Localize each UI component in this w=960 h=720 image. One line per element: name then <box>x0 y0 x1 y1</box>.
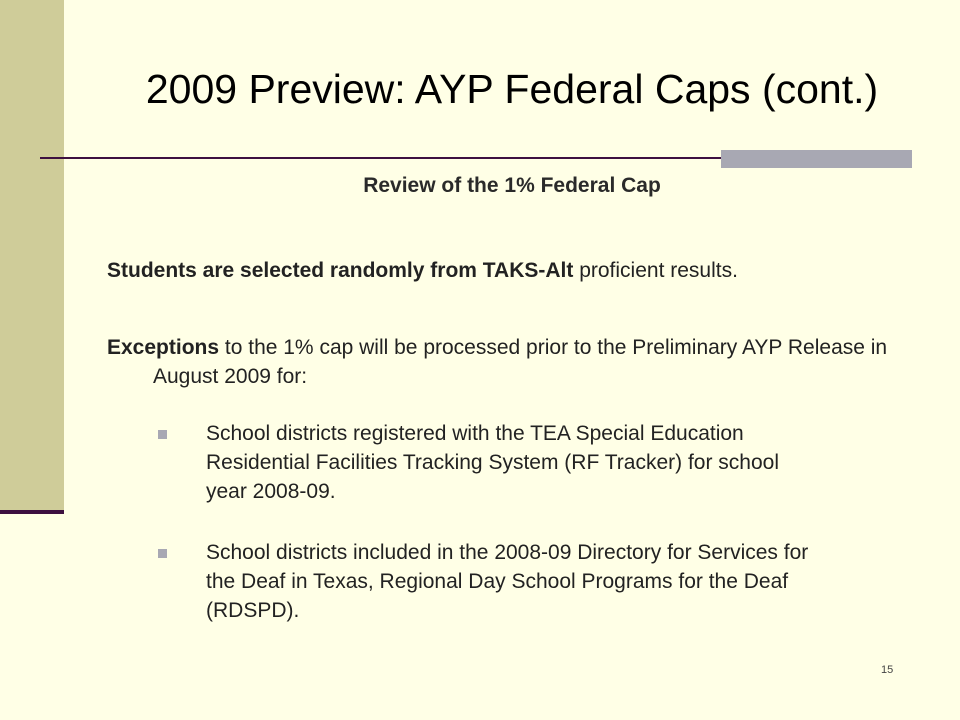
paragraph-students-rest: proficient results. <box>573 259 738 282</box>
paragraph-exceptions-bold: Exceptions <box>107 336 220 359</box>
slide-title: 2009 Preview: AYP Federal Caps (cont.) <box>145 66 879 112</box>
bullet-text: School districts included in the 2008-09 Directory for Services for the Deaf in Texas, Regional Day School Programs for the Deaf (RDSPD). <box>206 541 809 622</box>
left-accent-bar <box>0 0 64 512</box>
title-divider-accent <box>721 150 912 168</box>
left-accent-rule <box>0 510 64 514</box>
page-number: 15 <box>881 664 894 676</box>
paragraph-exceptions-rest: to the 1% cap will be processed prior to the Preliminary AYP Release in August 2009 for: <box>153 336 888 388</box>
bullet-item <box>158 538 818 625</box>
bullet-text: School districts registered with the TEA Special Education Residential Facilities Tracking System (RF Tracker) for school year 2008-09. <box>206 422 779 503</box>
slide-subtitle: Review of the 1% Federal Cap <box>363 174 661 197</box>
square-bullet-icon <box>158 430 167 439</box>
bullet-item <box>158 419 818 506</box>
square-bullet-icon <box>158 549 167 558</box>
paragraph-students-bold: Students are selected randomly from TAKS-Alt <box>107 259 574 282</box>
paragraph-students <box>107 256 943 285</box>
paragraph-exceptions <box>107 333 943 391</box>
